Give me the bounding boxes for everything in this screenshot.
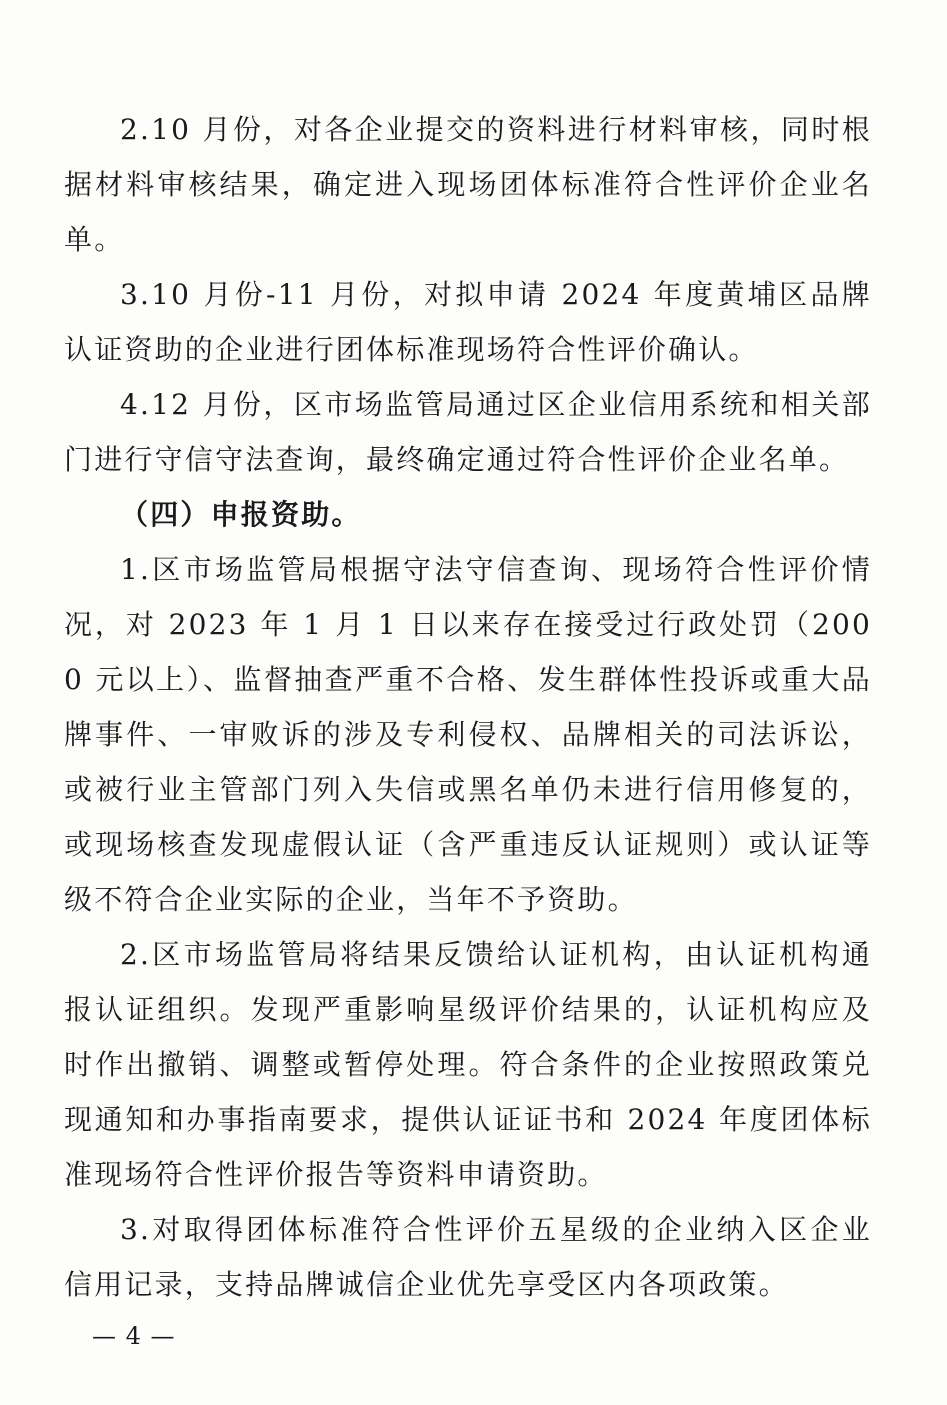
page-number: — 4 — [92,1322,176,1350]
section-heading-apply-funding: （四）申报资助。 [120,498,362,531]
document-body [64,102,872,1312]
paragraph-review-october: 2.10 月份，对各企业提交的资料进行材料审核，同时根据材料审核结果，确定进入现场团体标准符合性评价企业名单。 [64,113,872,256]
paragraph-onsite-evaluation: 3.10 月份-11 月份，对拟申请 2024 年度黄埔区品牌认证资助的企业进行团体标准现场符合性评价确认。 [64,278,872,366]
paragraph-credit-check: 4.12 月份，区市场监管局通过区企业信用系统和相关部门进行守信守法查询，最终确定通过符合性评价企业名单。 [64,388,872,476]
paragraph-feedback-certification: 2.区市场监管局将结果反馈给认证机构，由认证机构通报认证组织。发现严重影响星级评价结果的，认证机构应及时作出撤销、调整或暂停处理。符合条件的企业按照政策兑现通知和办事指南要求，提供认证证书和 2024 年度团体标准现场符合性评价报告等资料申请资助。 [64,938,872,1191]
paragraph-five-star-credit: 3.对取得团体标准符合性评价五星级的企业纳入区企业信用记录，支持品牌诚信企业优先享受区内各项政策。 [64,1213,872,1301]
paragraph-exclusion-rules: 1.区市场监管局根据守法守信查询、现场符合性评价情况，对 2023 年 1 月 1 日以来存在接受过行政处罚（2000 元以上）、监督抽查严重不合格、发生群体性投诉或重大品牌事件、一审败诉的涉及专利侵权、品牌相关的司法诉讼，或被行业主管部门列入失信或黑名单仍未进行信用修复的，或现场核查发现虚假认证（含严重违反认证规则）或认证等级不符合企业实际的企业，当年不予资助。 [64,553,872,916]
